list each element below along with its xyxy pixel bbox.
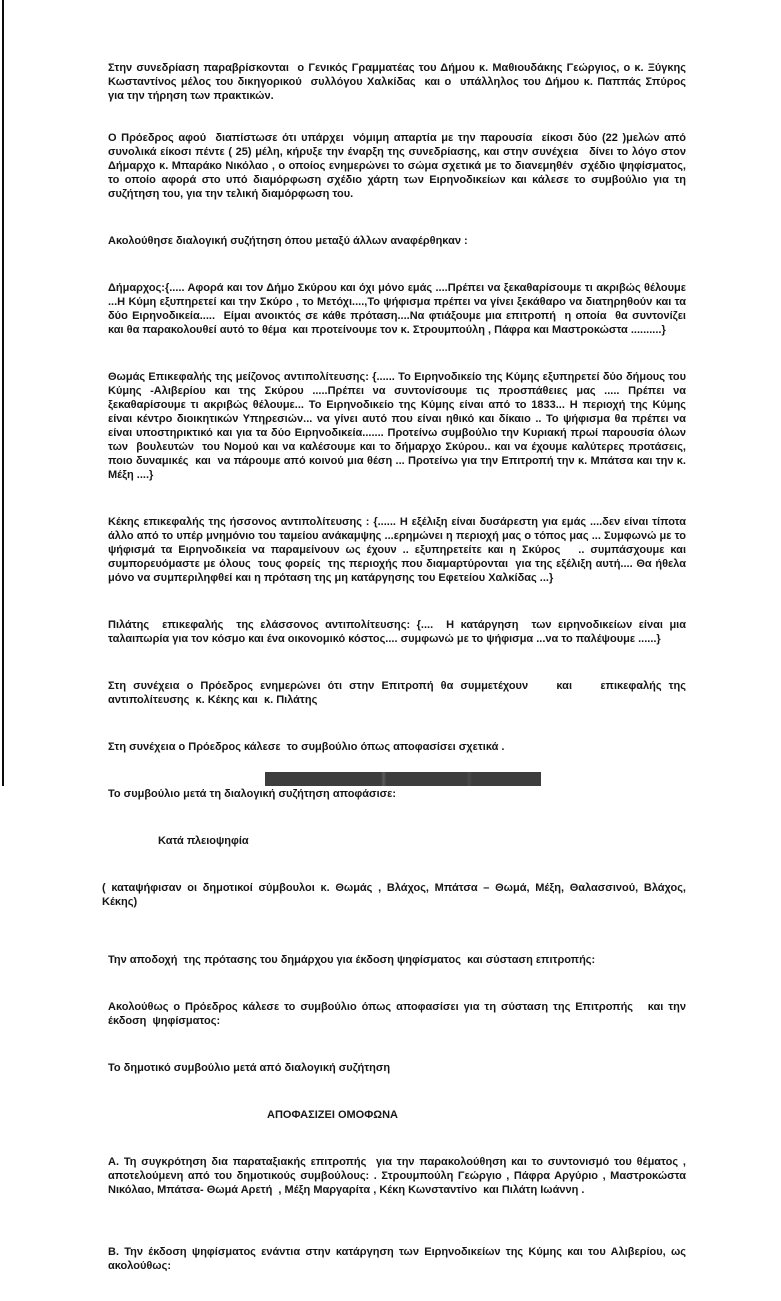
minutes-text-block — [102, 33, 693, 1301]
attendees-paragraph: Στην συνεδρίαση παραβρίσκονται ο Γενικός Γραμματέας του Δήμου κ. Μαθιουδάκης Γεώργιος, ο κ. Ξύγκης Κωσταντίνος μέλος του δικηγορικού συλλόγου Χαλκίδας και ο υπάλληλος του Δήμου κ. Παππάς Σπύρος για την τήρηση των πρακτικών. — [108, 62, 693, 102]
decision-item-a: Α. Τη συγκρότηση δια παραταξιακής επιτροπής για την παρακολούθηση και το συντονισμό του θέματος , αποτελούμενη από του δημοτικούς συμβούλους: . Στρουμπούλη Γεώργιο , Πάφρα Αργύριο , Μαστροκώστα Νικόλαο, Μπάτσα- Θωμά Αρετή , Μέξη Μαργαρίτα , Κέκη Κωνσταντίνο και Πιλάτη Ιωάννη . — [108, 1156, 690, 1196]
followup-call-paragraph: Ακολούθως ο Πρόεδρος κάλεσε το συμβούλιο όπως αποφασίσει για τη σύσταση της Επιτροπής και την έκδοση ψηφίσματος: — [108, 1001, 690, 1027]
quorum-and-mayor-paragraph: Ο Πρόεδρος αφού διαπίστωσε ότι υπάρχει νόμιμη απαρτία με την παρουσία είκοσι δύο (22 )μελών από συνολικά είκοσι πέντε ( 25) μέλη, κήρυξε την έναρξη της συνεδρίασης, και στην συνέχεια δίνει το λόγο στον Δήμαρχο κ. Μπαράκο Νικόλαο , ο οποίος ενημερώνει το σώμα σχετικά με το διανεμηθέν σχέδιο ψηφίσματος, το οποίο αφορά στο υπό διαμόρφωση σχέδιο χάρτη των Ειρηνοδικείων και κάλεσε το συμβούλιο για τη συζήτηση του, για την τελική διαμόρφωση του. — [108, 132, 690, 200]
thomas-opposition-statement: Θωμάς Επικεφαλής της μείζονος αντιπολίτευσης: {...... Το Ειρηνοδικείο της Κύμης εξυπηρετεί δύο δήμους του Κύμης -Αλιβερίου και της Σκύρου .....Πρέπει να συντονίσουμε τις προσπάθειες μας ..... Πρέπει να ξεκαθαρίσουμε τι ακριβώς θέλουμε... Το Ειρηνοδικείο της Κύμης είναι από το 1833... Η περιοχή της Κύμης είναι κέντρο διοικητικών Υπηρεσιών... να γίνει αυτό που είναι ηθικό και δίκαιο .. Το ψήφισμα θα πρέπει να είναι υποστηρικτικό και για τα δύο Ειρηνοδικεία....... Προτείνω συμβούλιο την Κυριακή πρωί παρουσία όλων των βουλευτών του Νομού και να καλέσουμε και το δήμαρχο Σκύρου.. και να έχουμε καλύτερες προτάσεις, ποιο δυναμικές και να πάρουμε από κοινού μια θέση ... Προτείνω για την Επιτροπή την κ. Μπάτσα και την κ. Μέξη ....} — [108, 371, 690, 481]
majority-vote-line: Κατά πλειοψηφία — [158, 835, 249, 847]
kekis-opposition-statement: Κέκης επικεφαλής της ήσσονος αντιπολίτευσης : {...... Η εξέλιξη είναι δυσάρεστη για εμάς ....δεν είναι τίποτα άλλο από το υπέρ μνημόνιο του ταμείου ανάκαμψης ...ερημώνει η περιοχή μας ο τόπος μας ... Συμφωνώ με το ψήφισμά τα Ειρηνοδικεία να παραμείνουν ως έχουν .. εξυπηρετείτε και η Σκύρος .. συμπάσχουμε και συμπορευόμαστε με όλους τους φορείς της περιοχής που διαμαρτύρονται για της εξέλιξη αυτή.... Θα ήθελα μόνο να συμπεριληφθεί και η πρόταση της μη κατάργησης του Εφετείου Χαλκίδας ...} — [108, 516, 690, 584]
decision-heading: ΑΠΟΦΑΣΙΖΕΙ ΟΜΟΦΩΝΑ — [267, 1109, 398, 1121]
mayor-statement: Δήμαρχος:{..... Αφορά και τον Δήμο Σκύρου και όχι μόνο εμάς ....Πρέπει να ξεκαθαρίσουμε τι ακριβώς θέλουμε ...Η Κύμη εξυπηρετεί και την Σκύρο , το Μετόχι....,Το ψήφισμα πρέπει να γίνει ξεκάθαρο να διατηρηθούν και τα δύο Ειρηνοδικεία..... Είμαι ανοικτός σε κάθε πρόταση....Να φτιάξουμε μια επιτροπή η οποία θα συντονίζει και θα παρακολουθεί αυτό το θέμα και προτείνουμε τον κ. Στρουμπούλη , Πάφρα και Μαστροκώστα ..........} — [108, 282, 693, 336]
council-after-discussion-line: Το δημοτικό συμβούλιο μετά από διαλογική συζήτηση — [108, 1062, 391, 1074]
discussion-intro-line: Ακολούθησε διαλογική συζήτηση όπου μεταξύ άλλων αναφέρθηκαν : — [108, 235, 468, 247]
dissenting-members-note: ( καταψήφισαν οι δημοτικοί σύμβουλοι κ. Θωμάς , Βλάχος, Μπάτσα – Θωμά, Μέξη, Θαλασσινού, Βλάχος, Κέκης) — [102, 882, 690, 908]
committee-participation-note: Στη συνέχεια ο Πρόεδρος ενημερώνει ότι στην Επιτροπή θα συμμετέχουν και επικεφαλής της αντιπολίτευσης κ. Κέκης και κ. Πιλάτης — [108, 680, 690, 706]
pilatis-opposition-statement: Πιλάτης επικεφαλής της ελάσσονος αντιπολίτευσης: {.... Η κατάργηση των ειρηνοδικείων είναι μια ταλαιπωρία για τον κόσμο και ένα οικονομικό κόστος.... συμφωνώ με το ψήφισμα ...να το παλέψουμε ......} — [108, 619, 690, 645]
president-call-note: Στη συνέχεια ο Πρόεδρος κάλεσε το συμβούλιο όπως αποφασίσει σχετικά . — [108, 741, 505, 753]
proposal-acceptance-line: Την αποδοχή της πρότασης του δημάρχου για έκδοση ψηφίσματος και σύσταση επιτροπής: — [108, 954, 596, 966]
decision-item-b: Β. Την έκδοση ψηφίσματος ενάντια στην κατάργηση των Ειρηνοδικείων της Κύμης και του Αλιβερίου, ως ακολούθως: — [108, 1246, 690, 1272]
council-decision-lead: Το συμβούλιο μετά τη διαλογική συζήτηση αποφάσισε: — [108, 788, 397, 800]
page-edge-rule — [2, 0, 4, 786]
redacted-block — [265, 772, 541, 786]
